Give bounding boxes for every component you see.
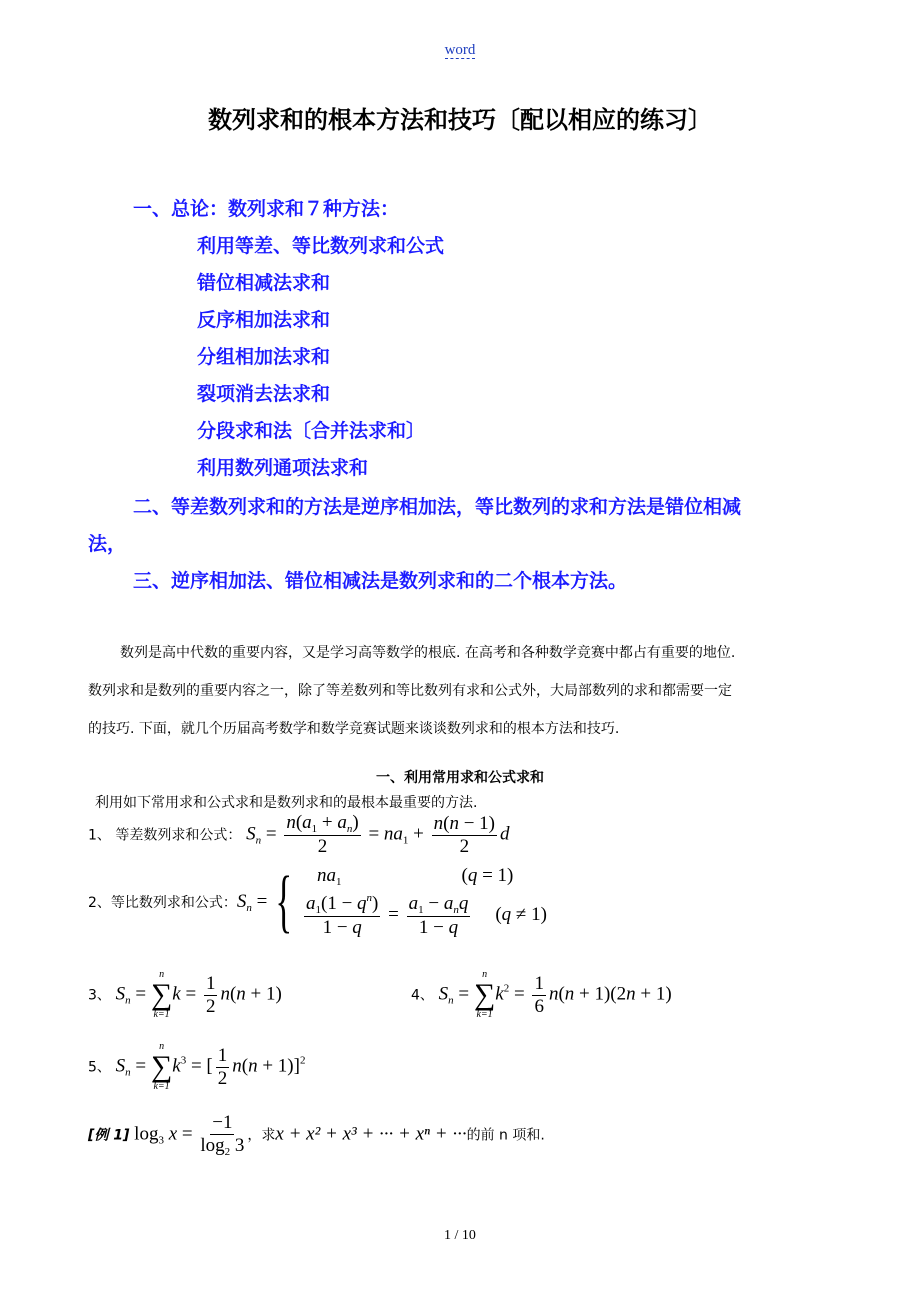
section-heading: 一、利用常用求和公式求和 [376,770,544,786]
point-2: 二、等差数列求和的方法是逆序相加法，等比数列的求和方法是错位相减 [133,496,742,518]
formula-geometric-sum: 2、等比数列求和公式： $S_n$ = { $na_1$ (q = 1) $\frac{a_1(1 - q^n)}{1 - q}$ = $\frac{a_1 - a_nq}{1 - q}$ (q ≠ 1) [88,863,547,940]
intro-paragraph-line: 数列是高中代数的重要内容，又是学习高等数学的根底. 在高考和各种数学竞赛中都占有重要的地位. [120,645,736,661]
method-item: 分组相加法求和 [197,346,331,368]
header-link[interactable]: word [444,42,476,58]
intro-paragraph-line: 的技巧. 下面，就几个历届高考数学和数学竞赛试题来谈谈数列求和的根本方法和技巧. [88,721,620,737]
method-item: 错位相减法求和 [197,272,331,294]
page-title: 数列求和的根本方法和技巧〔配以相应的练习〕 [208,106,712,134]
overview-intro: 一、总论：数列求和７种方法： [133,198,400,220]
method-item: 裂项消去法求和 [197,383,331,405]
intro-paragraph-line: 数列求和是数列的重要内容之一，除了等差数列和等比数列有求和公式外，大局部数列的求和都需要一定 [88,683,732,699]
formula-sum-k-cubed: 5、 $S_n$ = n ∑ k=1 $k^3$ = [ $\frac{1}{2}$ n(n + 1)]$^2$ [88,1041,306,1092]
formula-arithmetic-sum: 1、 等差数列求和公式： $S_n$ = $\frac{n(a_1 + a_n)}{2}$ = $na_1$ + $\frac{n(n - 1)}{2}$ d [88,812,510,857]
section-lead: 利用如下常用求和公式求和是数列求和的最根本最重要的方法. [95,795,478,811]
method-item: 利用等差、等比数列求和公式 [197,235,445,257]
formula-sum-k: 3、 $S_n$ = n ∑ k=1 k = $\frac{1}{2}$ n(n + 1) [88,969,282,1020]
example-label: [例 1] [88,1127,130,1144]
example-1: [例 1] $\log_3 x$ = $\frac{-1}{\log_2 3}$ ，求x + x² + x³ + ··· + xⁿ + ···的前 n 项和. [88,1112,545,1158]
point-2-cont: 法， [88,533,127,555]
page-number: 1 / 10 [444,1228,476,1243]
method-item: 利用数列通项法求和 [197,457,369,479]
formula-sum-k-squared: 4、 $S_n$ = n ∑ k=1 $k^2$ = $\frac{1}{6}$ n(n + 1)(2n + 1) [411,969,672,1020]
method-item: 反序相加法求和 [197,309,331,331]
method-item: 分段求和法〔合并法求和〕 [197,420,426,442]
point-3: 三、逆序相加法、错位相减法是数列求和的二个根本方法。 [133,570,628,592]
